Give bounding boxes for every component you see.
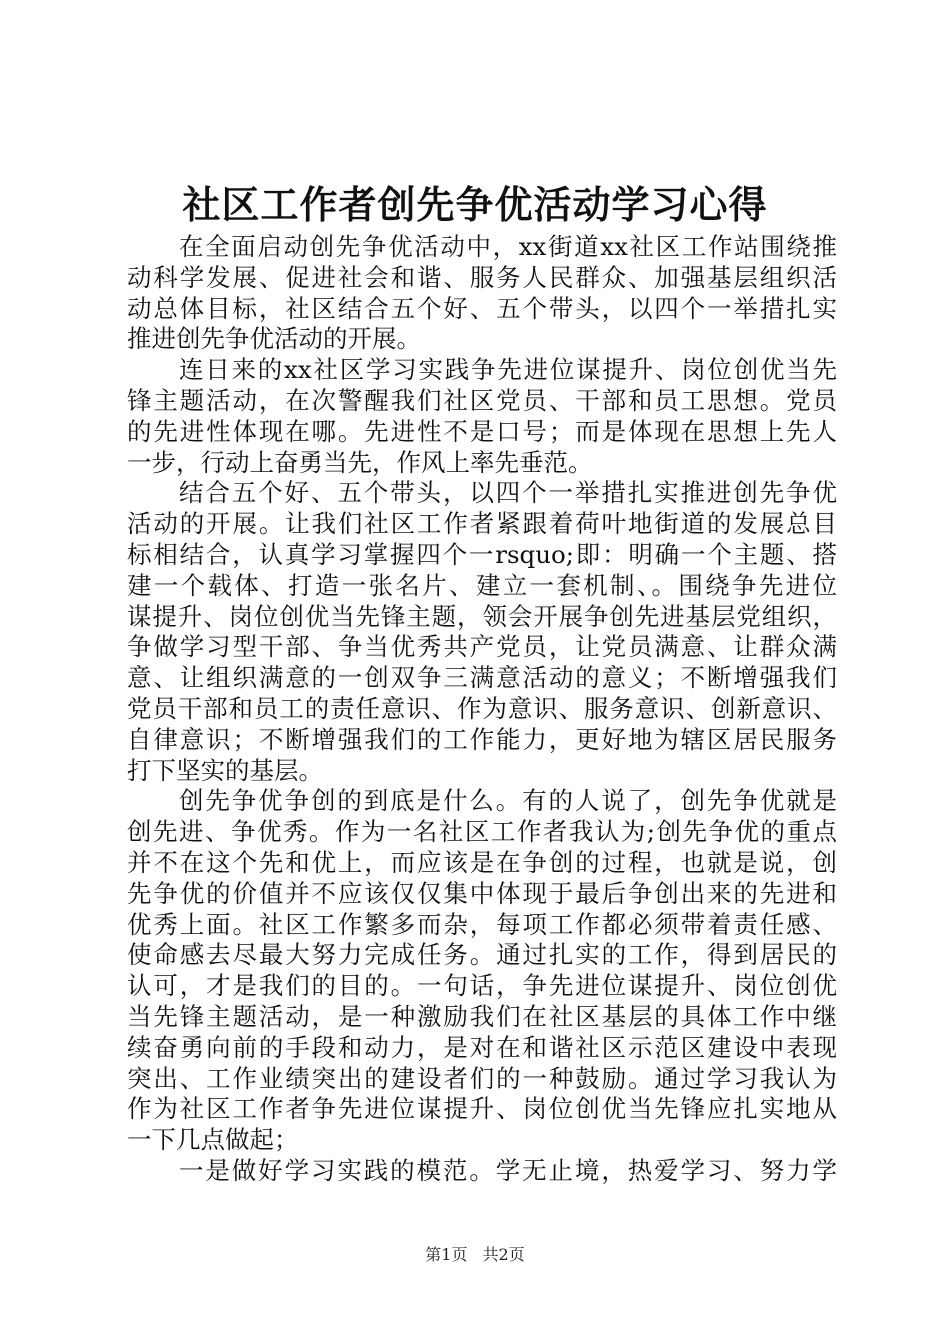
text-line: 当先锋主题活动，是一种激励我们在社区基层的具体工作中继 — [127, 1001, 837, 1031]
text-line: 结合五个好、五个带头，以四个一举措扎实推进创先争优 — [179, 478, 837, 508]
text-line: 突出、工作业绩突出的建设者们的一种鼓励。通过学习我认为 — [127, 1063, 837, 1093]
page-total: 共2页 — [482, 1245, 525, 1264]
text-line: 动科学发展、促进社会和谐、服务人民群众、加强基层组织活 — [127, 262, 837, 292]
text-line: 打下坚实的基层。 — [127, 755, 323, 785]
text-line: 意、让组织满意的一创双争三满意活动的意义；不断增强我们 — [127, 663, 837, 693]
document-title: 社区工作者创先争优活动学习心得 — [182, 182, 768, 227]
text-line: 谋提升、岗位创优当先锋主题，领会开展争创先进基层党组织， — [127, 601, 837, 631]
text-line: 续奋勇向前的手段和动力，是对在和谐社区示范区建设中表现 — [127, 1032, 837, 1062]
text-line: 争做学习型干部、争当优秀共产党员，让党员满意、让群众满 — [127, 632, 837, 662]
text-line: 连日来的xx社区学习实践争先进位谋提升、岗位创优当先 — [179, 355, 837, 385]
text-line: 并不在这个先和优上，而应该是在争创的过程，也就是说，创 — [127, 847, 837, 877]
page-footer — [0, 1245, 950, 1265]
text-line: 动总体目标，社区结合五个好、五个带头，以四个一举措扎实 — [127, 293, 837, 323]
text-line: 认可，才是我们的目的。一句话，争先进位谋提升、岗位创优 — [127, 971, 837, 1001]
text-line: 标相结合，认真学习掌握四个一rsquo;即：明确一个主题、搭 — [127, 539, 837, 569]
page-number: 第1页 — [425, 1245, 468, 1264]
text-line: 作为社区工作者争先进位谋提升、岗位创优当先锋应扎实地从 — [127, 1094, 837, 1124]
text-line: 使命感去尽最大努力完成任务。通过扎实的工作，得到居民的 — [127, 940, 837, 970]
paragraph — [127, 786, 837, 1156]
paragraph — [127, 478, 837, 786]
paragraph — [127, 355, 837, 478]
text-line: 创先进、争优秀。作为一名社区工作者我认为;创先争优的重点 — [127, 817, 837, 847]
text-line: 自律意识；不断增强我们的工作能力，更好地为辖区居民服务 — [127, 724, 837, 754]
text-line: 锋主题活动，在次警醒我们社区党员、干部和员工思想。党员 — [127, 385, 837, 415]
text-line: 党员干部和员工的责任意识、作为意识、服务意识、创新意识、 — [127, 693, 837, 723]
text-line: 优秀上面。社区工作繁多而杂，每项工作都必须带着责任感、 — [127, 909, 837, 939]
text-line: 一是做好学习实践的模范。学无止境，热爱学习、努力学 — [179, 1155, 837, 1185]
paragraph — [127, 232, 837, 355]
text-line: 一步，行动上奋勇当先，作风上率先垂范。 — [127, 447, 593, 477]
text-line: 一下几点做起； — [127, 1125, 299, 1155]
paragraph — [127, 1156, 837, 1187]
text-line: 先争优的价值并不应该仅仅集中体现于最后争创出来的先进和 — [127, 878, 837, 908]
text-line: 在全面启动创先争优活动中，xx街道xx社区工作站围绕推 — [179, 232, 837, 261]
text-line: 建一个载体、打造一张名片、建立一套机制、。围绕争先进位 — [127, 570, 837, 600]
document-body — [127, 232, 837, 1187]
text-line: 活动的开展。让我们社区工作者紧跟着荷叶地街道的发展总目 — [127, 509, 837, 539]
text-line: 的先进性体现在哪。先进性不是口号；而是体现在思想上先人 — [127, 416, 837, 446]
text-line: 推进创先争优活动的开展。 — [127, 324, 421, 354]
text-line: 创先争优争创的到底是什么。有的人说了，创先争优就是 — [179, 786, 837, 816]
